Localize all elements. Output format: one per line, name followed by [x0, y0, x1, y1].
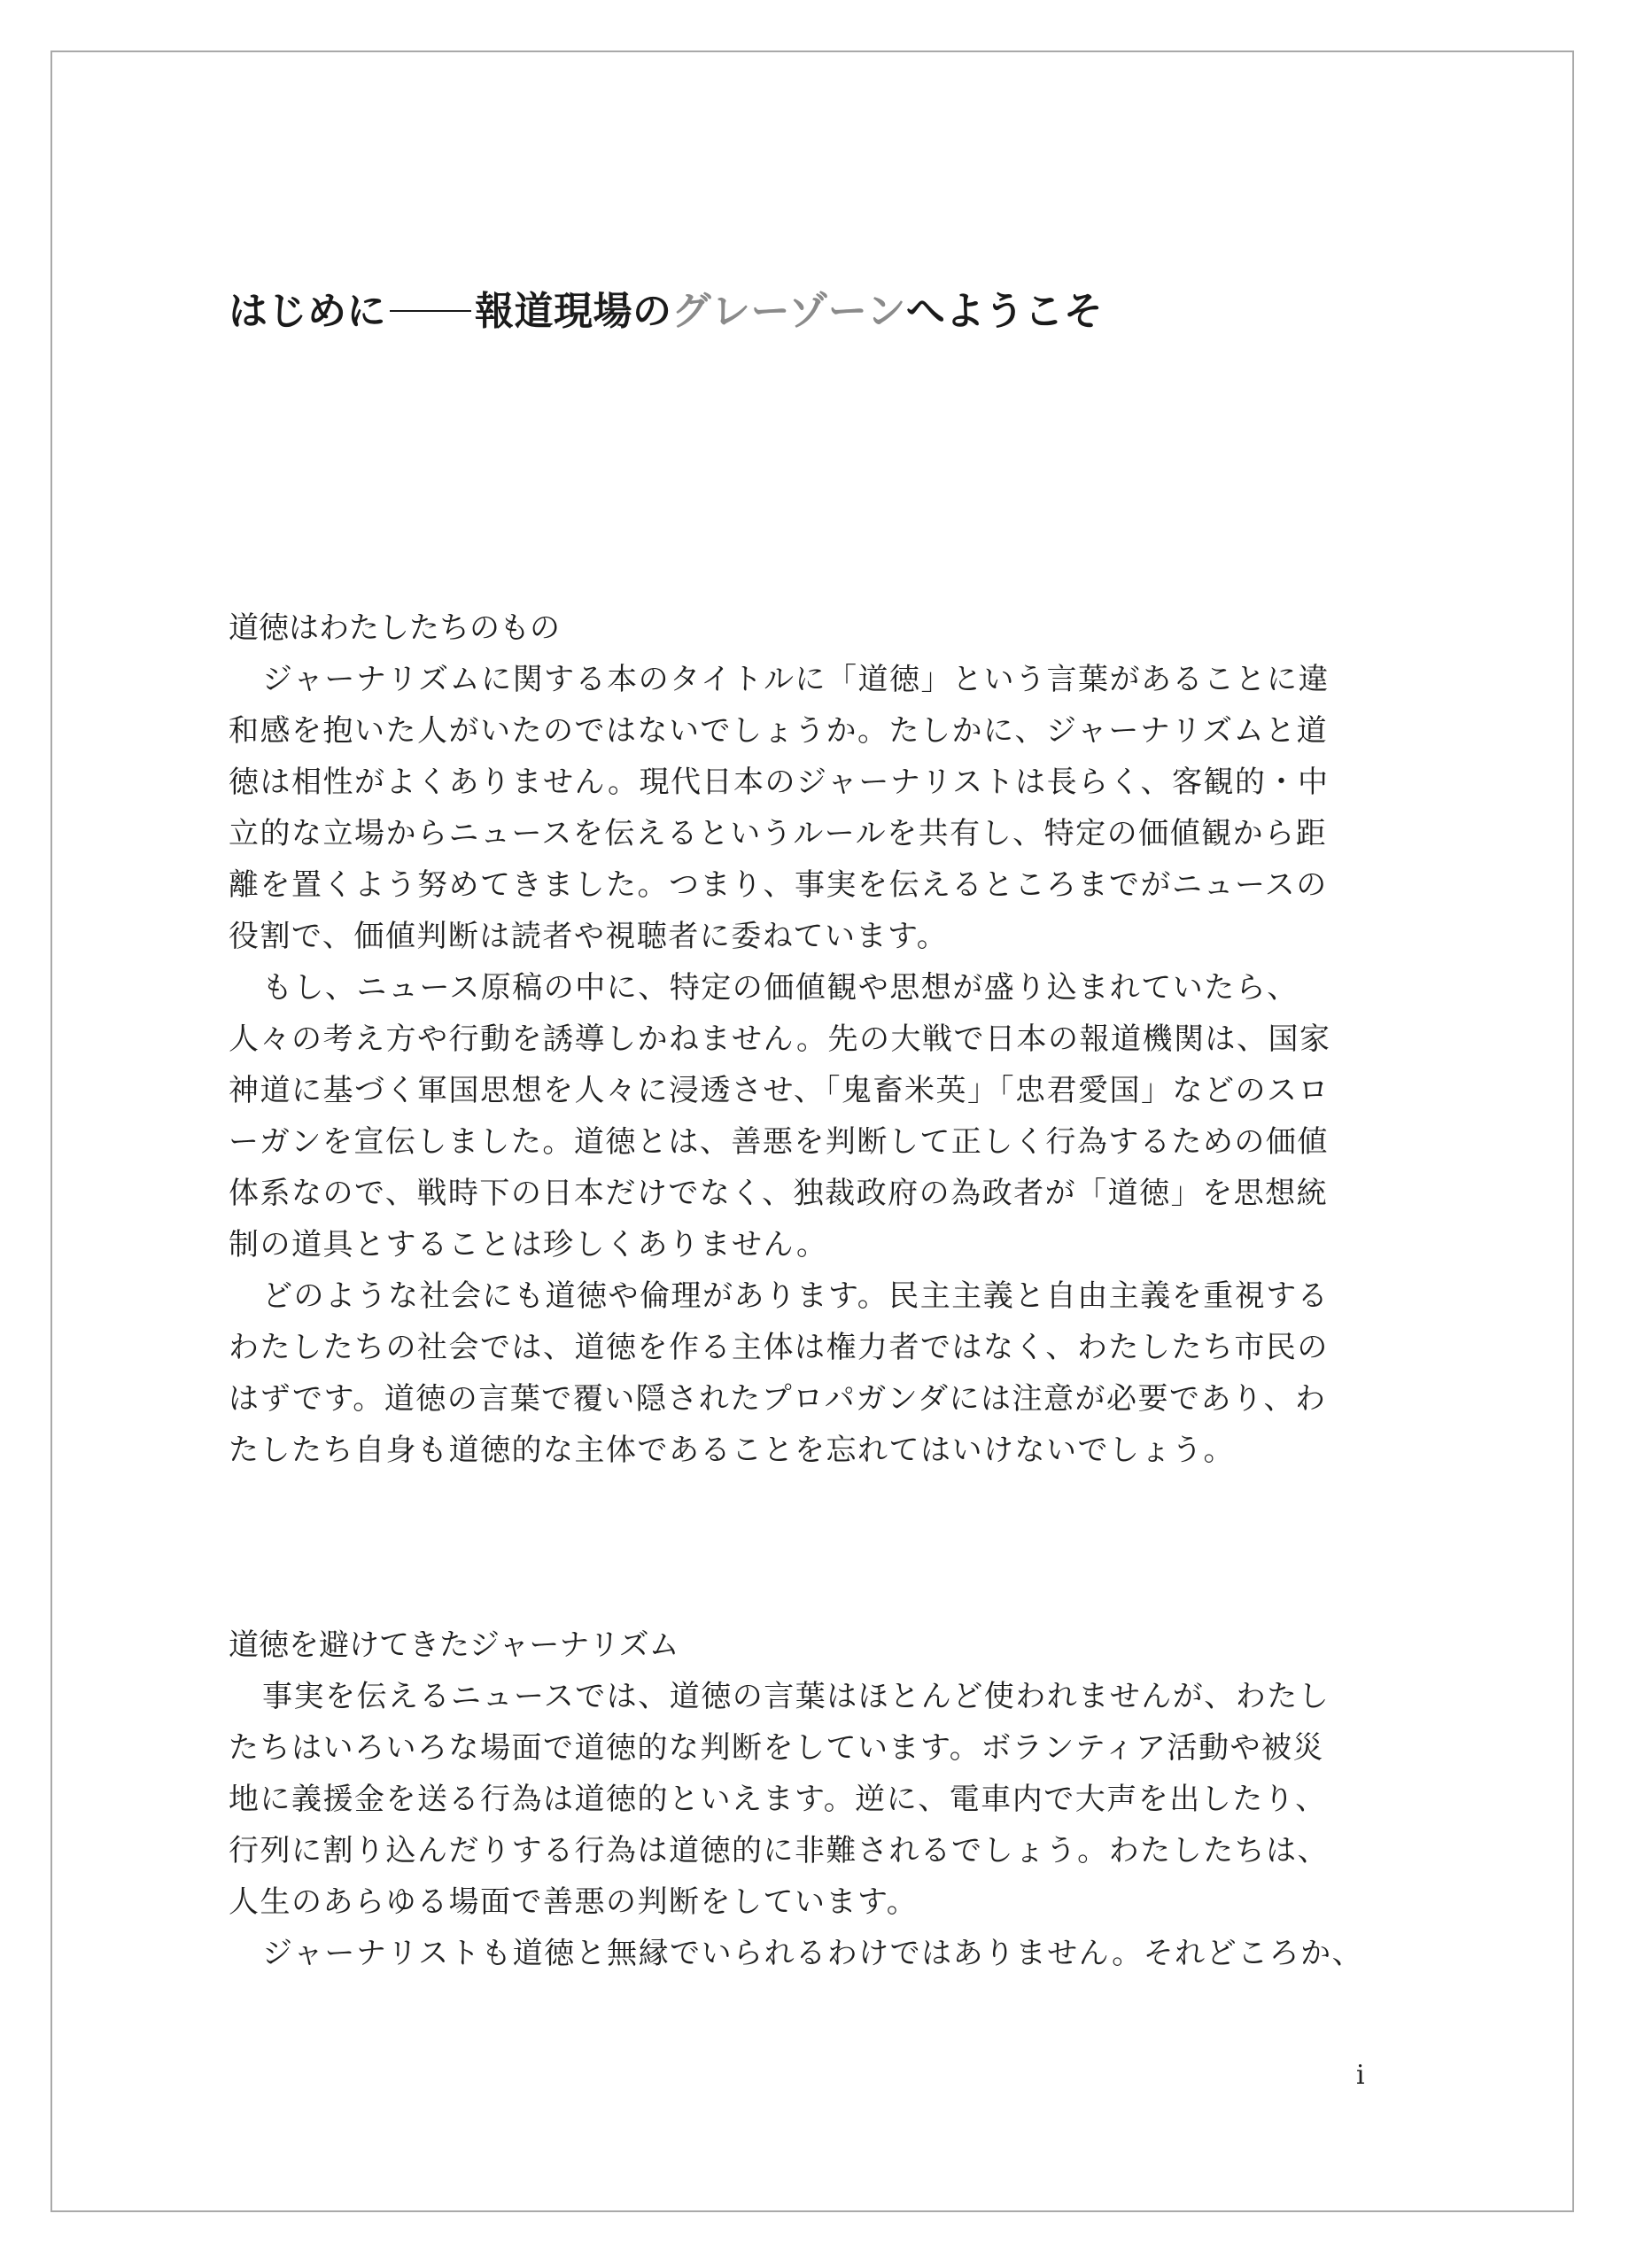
section-morality-ours [229, 602, 1407, 1476]
paragraph-line: はずです。道徳の言葉で覆い隠されたプロパガンダには注意が必要であり、わ [229, 1381, 1327, 1417]
paragraph-line: たしたち自身も道徳的な主体であることを忘れてはいけないでしょう。 [229, 1433, 1235, 1468]
paragraph-line: 人生のあらゆる場面で善悪の判断をしています。 [229, 1884, 919, 1920]
title-part-youkoso: へようこそ [905, 289, 1104, 334]
paragraph-line: わたしたちの社会では、道徳を作る主体は権力者ではなく、わたしたち市民の [229, 1330, 1329, 1365]
paragraph-line: どのような社会にも道徳や倫理があります。民主主義と自由主義を重視する [262, 1278, 1330, 1314]
paragraph-line: 離を置くよう努めてきました。つまり、事実を伝えるところまでがニュースの [229, 867, 1328, 903]
paragraph-line: ジャーナリズムに関する本のタイトルに「道徳」という言葉があることに違 [262, 662, 1330, 697]
title-part-hodo-genba: 報道現場の [475, 289, 672, 334]
title-dash [390, 310, 471, 312]
title-part-gray-zone: グレーゾーン [671, 289, 906, 334]
paragraph-line: 行列に割り込んだりする行為は道徳的に非難されるでしょう。わたしたちは、 [229, 1833, 1330, 1868]
paragraph-line: ーガンを宣伝しました。道徳とは、善悪を判断して正しく行為するための価値 [229, 1124, 1329, 1160]
section-avoiding-morality [229, 1619, 1407, 1979]
paragraph-line: 和感を抱いた人がいたのではないでしょうか。たしかに、ジャーナリズムと道 [229, 713, 1329, 749]
paragraph-line: 立的な立場からニュースを伝えるというルールを共有し、特定の価値観から距 [229, 816, 1328, 851]
paragraph-line: ジャーナリストも道徳と無縁でいられるわけではありません。それどころか、 [262, 1936, 1364, 1971]
title-part-hajimeni: はじめに [229, 289, 386, 334]
section-heading: 道徳はわたしたちのもの [229, 610, 560, 646]
paragraph-line: 地に義援金を送る行為は道徳的といえます。逆に、電車内で大声を出したり、 [229, 1782, 1327, 1817]
paragraph-line: 事実を伝えるニュースでは、道徳の言葉はほとんど使われませんが、わたし [262, 1679, 1330, 1714]
paragraph-line: 神道に基づく軍国思想を人々に浸透させ、「鬼畜米英」「忠君愛国」などのスロ [229, 1073, 1330, 1108]
paragraph-line: 体系なので、戦時下の日本だけでなく、独裁政府の為政者が「道徳」を思想統 [229, 1176, 1329, 1211]
paragraph-line: もし、ニュース原稿の中に、特定の価値観や思想が盛り込まれていたら、 [262, 970, 1299, 1006]
paragraph-line: 徳は相性がよくありません。現代日本のジャーナリストは長らく、客観的・中 [229, 765, 1330, 800]
paragraph-line: たちはいろいろな場面で道徳的な判断をしています。ボランティア活動や被災 [229, 1730, 1325, 1766]
page-number: i [1356, 2060, 1365, 2091]
paragraph-line: 制の道具とすることは珍しくありません。 [229, 1227, 828, 1262]
paragraph-line: 人々の考え方や行動を誘導しかねません。先の大戦で日本の報道機関は、国家 [229, 1021, 1331, 1057]
section-heading: 道徳を避けてきたジャーナリズム [229, 1627, 679, 1663]
paragraph-line: 役割で、価値判断は読者や視聴者に委ねています。 [229, 919, 949, 954]
chapter-title [229, 285, 1103, 338]
